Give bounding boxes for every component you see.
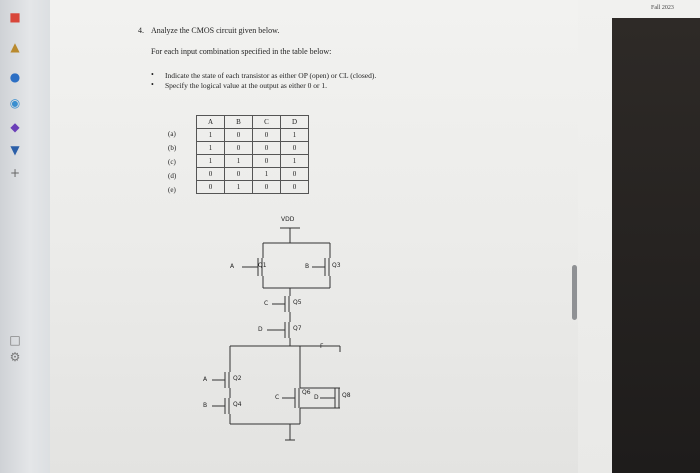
column-header: B [225, 116, 253, 129]
transistor-label: Q6 [302, 389, 311, 396]
bullet-text: Specify the logical value at the output as either 0 or 1. [165, 81, 328, 90]
row-label: (b) [168, 144, 177, 152]
table-cell: 1 [197, 142, 225, 155]
row-label: (d) [168, 172, 177, 180]
table-cell: 0 [225, 129, 253, 142]
gate-label: D [258, 326, 263, 333]
question-title: Analyze the CMOS circuit given below. [151, 26, 280, 35]
bullet-dot: • [151, 80, 154, 89]
table-cell: 0 [225, 142, 253, 155]
column-header: A [197, 116, 225, 129]
transistor-label: Q1 [258, 262, 267, 269]
table-cell: 1 [225, 155, 253, 168]
gate-label: B [203, 402, 208, 409]
gate-label: B [305, 263, 310, 270]
transistor-label: Q4 [233, 401, 242, 408]
gate-label: D [314, 394, 319, 401]
table-cell: 1 [253, 168, 281, 181]
plus-icon[interactable]: + [9, 166, 21, 180]
table-cell: 1 [197, 155, 225, 168]
bullet-dot: • [151, 70, 154, 79]
table-cell: 0 [197, 168, 225, 181]
table-cell: 0 [197, 181, 225, 194]
chart-icon[interactable]: ▲ [10, 40, 20, 54]
row-label: (c) [168, 158, 176, 166]
column-header: D [281, 116, 309, 129]
transistor-label: Q8 [342, 392, 351, 399]
transistor-label: Q5 [293, 299, 302, 306]
user-icon[interactable]: ● [9, 70, 21, 84]
table-cell: 1 [197, 129, 225, 142]
gate-label: A [230, 263, 235, 270]
table-cell: 0 [253, 129, 281, 142]
table-cell: 1 [281, 155, 309, 168]
table-cell: 0 [225, 168, 253, 181]
question-intro: For each input combination specified in the table below: [151, 47, 332, 56]
table-cell: 1 [281, 129, 309, 142]
tag-icon[interactable]: ▼ [10, 143, 20, 157]
vdd-label: VDD [281, 216, 295, 223]
people-icon[interactable]: ◆ [10, 120, 20, 134]
gate-label: C [264, 300, 269, 307]
table-cell: 0 [281, 168, 309, 181]
table-cell: 0 [253, 155, 281, 168]
transistor-label: Q7 [293, 325, 302, 332]
table-cell: 1 [225, 181, 253, 194]
settings-icon[interactable]: ⚙ [9, 350, 21, 364]
table-cell: 0 [281, 181, 309, 194]
transistor-label: Q3 [332, 262, 341, 269]
question-number: 4. [138, 26, 144, 35]
table-cell: 0 [253, 181, 281, 194]
output-label: F [320, 343, 324, 350]
gift-icon[interactable]: ■ [9, 10, 21, 24]
table-cell: 0 [281, 142, 309, 155]
table-cell: 0 [253, 142, 281, 155]
row-label: (a) [168, 130, 176, 138]
chat-icon[interactable]: □ [9, 333, 21, 347]
bullet-text: Indicate the state of each transistor as either OP (open) or CL (closed). [165, 71, 377, 80]
gate-label: A [203, 376, 208, 383]
row-label: (e) [168, 186, 176, 194]
column-header: C [253, 116, 281, 129]
gate-label: C [275, 394, 280, 401]
circle-icon[interactable]: ◉ [9, 96, 21, 110]
transistor-label: Q2 [233, 375, 242, 382]
term-label: Fall 2023 [651, 5, 674, 11]
